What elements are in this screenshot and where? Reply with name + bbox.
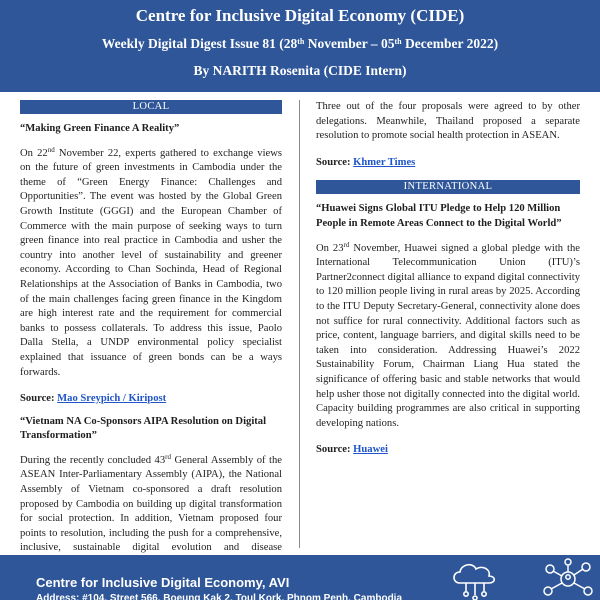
right-column	[316, 100, 580, 458]
source-label: Source:	[316, 444, 354, 456]
left-column	[20, 100, 282, 571]
digest-text-start: Weekly Digital Digest Issue 81 (28	[101, 36, 298, 51]
body-text-rest: November, Huawei signed a global pledge with the International Telecommunication Union (ITU)’s Partner2connect digital alliance to expand digital connectivity to 120 million people living in rural areas by 2025. According to the ITU Deputy Secretary-General, connectivity alone does not suffice for rural connectivity. Additional factors such as price, content, language barriers, and digital skills need to be taken into consideration. Addressing Huawei’s 2022 Sustainability Forum, Chairman Liang Hua stated the significance of offering basic and stable networks that would help usher those not digitally connected into the digital world. Capacity building programmes are also critical in supporting developing nations.	[316, 242, 580, 429]
digest-text-end: December 2022)	[401, 36, 499, 51]
body-text-start: During the recently concluded 43	[20, 454, 166, 466]
footer-org-name: Centre for Inclusive Digital Economy, AVI	[36, 575, 290, 590]
source-line-huawei	[316, 443, 580, 458]
article-title-green-finance: “Making Green Finance A Reality”	[20, 123, 180, 134]
body-sup: rd	[165, 452, 171, 461]
body-text-start: On 23	[316, 242, 344, 254]
source-label: Source:	[20, 393, 58, 405]
digest-sup-1: th	[297, 37, 305, 46]
article-continuation-vietnam: Three out of the four proposals were agreed to by other delegations. Meanwhile, Thailand proposed a separate resolution to promote social health protection in ASEAN.	[316, 101, 580, 142]
source-line-khmer-times	[316, 156, 580, 171]
digest-text-mid: November – 05	[304, 36, 395, 51]
source-link-kiripost[interactable]: Mao Sreypich / Kiripost	[57, 393, 167, 405]
digest-sup-2: th	[394, 37, 402, 46]
article-title-vietnam-aipa: “Vietnam NA Co-Sponsors AIPA Resolution on Digital Transformation”	[20, 415, 267, 442]
column-divider	[299, 100, 300, 548]
source-link-khmer-times[interactable]: Khmer Times	[353, 156, 416, 168]
body-sup: nd	[47, 145, 55, 154]
footer-address: Address: #104, Street 566, Boeung Kak 2, Toul Kork, Phnom Penh, Cambodia	[36, 593, 403, 604]
article-body-green-finance	[20, 147, 282, 381]
source-label: Source:	[316, 156, 354, 168]
header-title: Centre for Inclusive Digital Economy (CIDE)	[135, 6, 465, 25]
body-sup: rd	[343, 240, 350, 249]
source-line-kiripost	[20, 392, 282, 407]
article-body-vietnam-aipa	[20, 454, 282, 571]
body-text-start: On 22	[20, 147, 48, 159]
network-nodes-icon	[538, 557, 598, 600]
source-link-huawei[interactable]: Huawei	[353, 444, 388, 456]
body-text-rest: November 22, experts gathered to exchange views on the future of green investments in Cambodia under the theme of “Green Energy Finance: Challenges and Opportunities”. The event was hosted by the Global Green Growth Institute (GGGI) and the European Chamber of Commerce with the main purpose of seeking ways to turn green finance into real practice in Cambodia and usher the country into another level of sustainability and greener economy. According to Chan Sochinda, Head of Regional Relationships at the Association of Banks in Cambodia, two of the main challenges facing green finance in the Kingdom are high interest rate and the requirement for commercial banks to possess collaterals. To address this issue, Paolo Dalla Stella, a UNDP environmental policy specialist explained that issuance of green bonds can be a ways forwards.	[20, 147, 282, 378]
author-line: By NARITH Rosenita (CIDE Intern)	[193, 63, 407, 78]
header-banner	[0, 0, 600, 92]
article-body-huawei-itu	[316, 242, 580, 432]
section-bar-international: INTERNATIONAL	[316, 180, 580, 194]
section-bar-local: LOCAL	[20, 100, 282, 114]
cloud-network-icon	[446, 559, 504, 600]
article-title-huawei-itu: “Huawei Signs Global ITU Pledge to Help 120 Million People in Remote Areas Connect to the Digital World”	[316, 203, 562, 229]
body-text-rest: General Assembly of the ASEAN Inter-Parliamentary Assembly (AIPA), the National Assembly of Vietnam co-sponsored a draft resolution proposed by Cambodia on building up digital transformation for social protection. In addition, Vietnam proposed four points to resolution, including the push for a comprehensive, inclusive, sustainable digital evolution and disease	[20, 454, 282, 554]
footer-banner	[0, 555, 600, 604]
digest-issue-line	[0, 36, 600, 52]
